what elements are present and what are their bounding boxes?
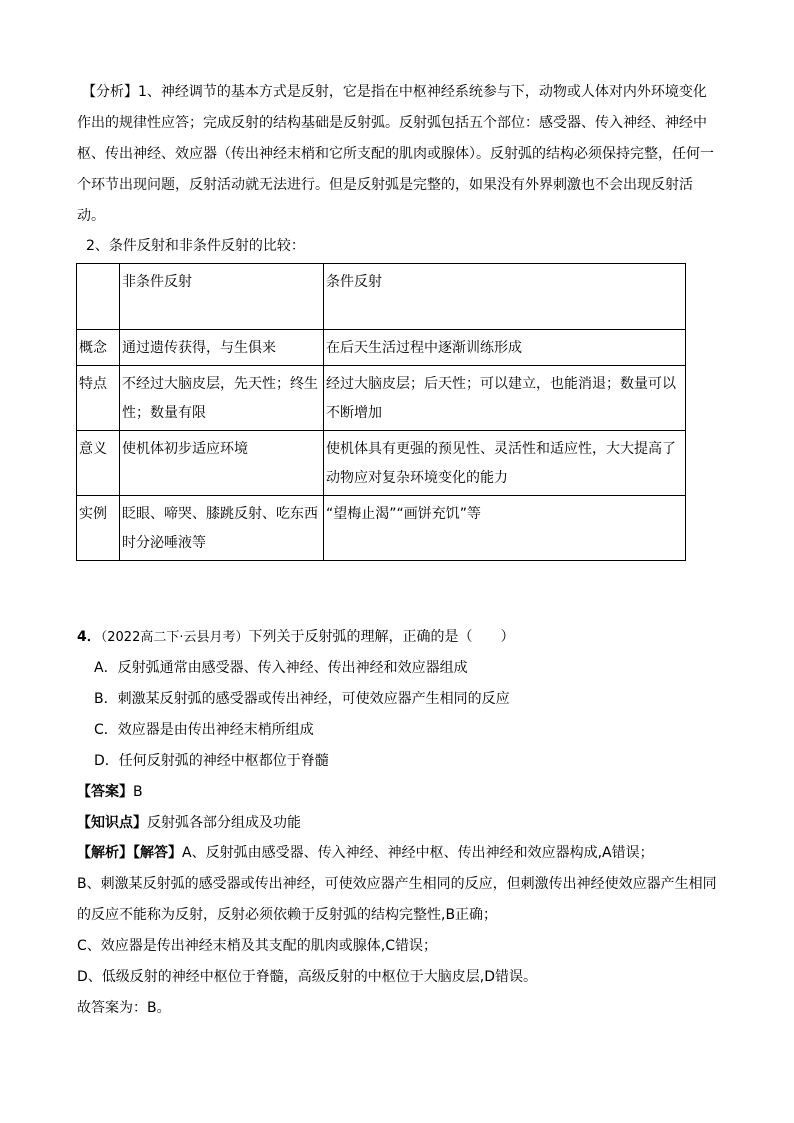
option-b: B．刺激某反射弧的感受器或传出神经，可使效应器产生相同的反应 xyxy=(94,691,510,707)
option-c: C．效应器是由传出神经末梢所组成 xyxy=(94,722,314,738)
table-header-cell xyxy=(77,264,120,330)
table-cell: 在后天生活过程中逐渐训练形成 xyxy=(324,330,686,366)
table-cell: 使机体具有更强的预见性、灵活性和适应性，大大提高了动物应对复杂环境变化的能力 xyxy=(324,431,686,496)
question-text: 下列关于反射弧的理解，正确的是（ ） xyxy=(248,629,515,645)
answer-value: B xyxy=(133,784,143,800)
table-row-label: 特点 xyxy=(77,366,120,431)
explanation-line-b: B、刺激某反射弧的感受器或传出神经，可使效应器产生相同的反应，但刺激传出神经使效应器产生相同的反应不能称为反射，反射必须依赖于反射弧的结构完整性,B正确； xyxy=(77,876,717,923)
analysis-tag: 【分析】 xyxy=(82,84,138,100)
table-cell: 经过大脑皮层；后天性；可以建立，也能消退；数量可以不断增加 xyxy=(324,366,686,431)
table-cell: 不经过大脑皮层，先天性；终生性；数量有限 xyxy=(120,366,324,431)
comparison-table xyxy=(76,263,686,561)
knowledge-value: 反射弧各部分组成及功能 xyxy=(147,815,301,831)
analysis-text: 1、神经调节的基本方式是反射，它是指在中枢神经系统参与下，动物或人体对内外环境变化作出的规律性应答；完成反射的结构基础是反射弧。反射弧包括五个部位：感受器、传入神经、神经中枢、传出神经、效应器（传出神经末梢和它所支配的肌肉或腺体）。反射弧的结构必须保持完整，任何一个环节出现问题，反射活动就无法进行。但是反射弧是完整的，如果没有外界刺激也不会出现反射活动。 xyxy=(77,84,714,224)
final-answer: 故答案为：B。 xyxy=(77,1000,171,1016)
table-cell: 通过遗传获得，与生俱来 xyxy=(120,330,324,366)
knowledge-tag: 【知识点】 xyxy=(77,815,147,831)
explanation-line-c: C、效应器是传出神经末梢及其支配的肌肉或腺体,C错误； xyxy=(77,938,437,954)
question-source: （2022高二下·云县月考） xyxy=(100,630,249,645)
explanation-line-a xyxy=(77,838,727,869)
knowledge-line xyxy=(77,810,301,836)
option-a: A．反射弧通常由感受器、传入神经、传出神经和效应器组成 xyxy=(94,660,468,676)
table-row xyxy=(77,366,686,431)
comparison-intro: 2、条件反射和非条件反射的比较： xyxy=(86,238,305,254)
solution-tag: 【解答】 xyxy=(133,845,182,861)
table-row-label: 意义 xyxy=(77,431,120,496)
table-cell: 眨眼、啼哭、膝跳反射、吃东西时分泌唾液等 xyxy=(120,496,324,561)
explanation-block xyxy=(77,838,727,1024)
explanation-tag: 【解析】 xyxy=(77,845,133,861)
table-header-cell: 条件反射 xyxy=(324,264,686,330)
table-row xyxy=(77,496,686,561)
table-row-label: 实例 xyxy=(77,496,120,561)
question-stem xyxy=(77,624,514,651)
answer-tag: 【答案】 xyxy=(77,784,133,800)
explanation-line-d: D、低级反射的神经中枢位于脊髓，高级反射的中枢位于大脑皮层,D错误。 xyxy=(77,969,538,985)
table-cell: “望梅止渴”“画饼充饥”等 xyxy=(324,496,686,561)
table-cell: 使机体初步适应环境 xyxy=(120,431,324,496)
table-header-cell: 非条件反射 xyxy=(120,264,324,330)
table-row-label: 概念 xyxy=(77,330,120,366)
table-header-row xyxy=(77,264,686,330)
table-row xyxy=(77,330,686,366)
option-d: D．任何反射弧的神经中枢都位于脊髓 xyxy=(94,753,329,769)
explanation-text: A、反射弧由感受器、传入神经、神经中枢、传出神经和效应器构成,A错误； xyxy=(182,845,654,861)
table-row xyxy=(77,431,686,496)
analysis-paragraph xyxy=(77,77,717,232)
question-number: 4． xyxy=(77,629,101,645)
answer-line xyxy=(77,779,143,805)
